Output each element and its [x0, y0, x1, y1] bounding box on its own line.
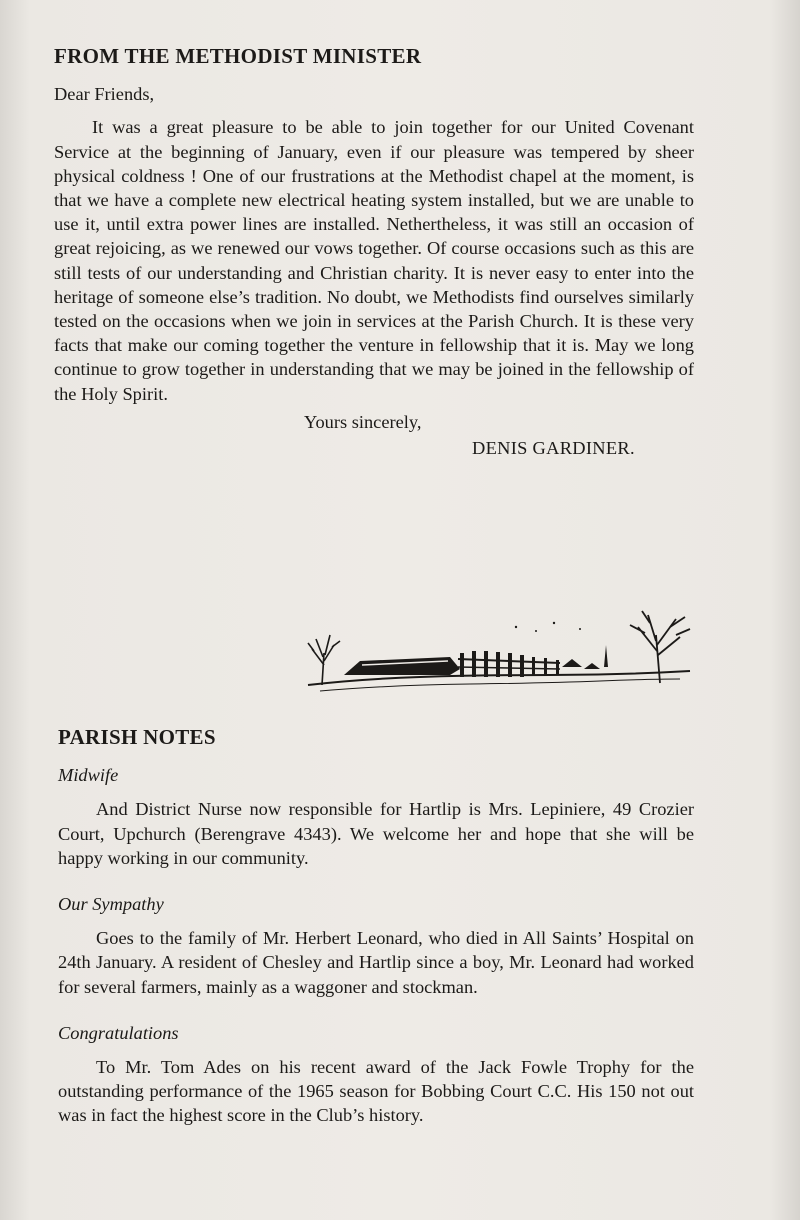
note-text: Goes to the family of Mr. Herbert Leonard, who died in All Saints’ Hospital on 24th January. A resident of Chesley and Hartlip since a boy, Mr. Leonard had worked for several farmers, mainly as a waggoner and stockman. — [58, 928, 694, 997]
note-text: And District Nurse now responsible for Hartlip is Mrs. Lepiniere, 49 Crozier Court, Upchurch (Berengrave 4343). We welcome her and hope that she will be happy working in our community. — [58, 799, 694, 868]
letter-signature: DENIS GARDINER. — [472, 438, 635, 459]
letter-closing: Yours sincerely, — [304, 411, 422, 432]
note-title: Midwife — [58, 765, 119, 786]
note-title: Our Sympathy — [58, 894, 164, 915]
note-title: Congratulations — [58, 1022, 179, 1043]
minister-letter — [54, 44, 694, 460]
minister-heading: FROM THE METHODIST MINISTER — [54, 44, 422, 68]
letter-body: It was a great pleasure to be able to join together for our United Covenant Service at the beginning of January, even if our pleasure was tempered by sheer physical coldness ! One of our frustrations at the Methodist chapel at the moment, is that we have a complete new electrical heating system installed, but we are unable to use it, until extra power lines are installed. Nethertheless, it was still an occasion of great rejoicing, as we renewed our vows together. Of course occasions such as this are still tests of our understanding and Christian charity. It is never easy to enter into the heritage of someone else’s tradition. No doubt, we Methodists find ourselves similarly tested on the occasions when we join in services at the Parish Church. It is these very facts that make our coming together the venture in fellowship that it is. May we long continue to grow together in understanding that we may be joined in the fellowship of the Holy Spirit. — [54, 117, 694, 404]
village-church-landscape-sketch-icon — [300, 605, 695, 700]
letter-salutation: Dear Friends, — [54, 84, 155, 105]
parish-notes-section — [58, 725, 694, 1150]
parish-notes-heading: PARISH NOTES — [58, 725, 216, 749]
note-text: To Mr. Tom Ades on his recent award of the Jack Fowle Trophy for the outstanding performance of the 1965 season for Bobbing Court C.C. His 150 not out was in fact the highest score in the Club’s history. — [58, 1057, 694, 1126]
